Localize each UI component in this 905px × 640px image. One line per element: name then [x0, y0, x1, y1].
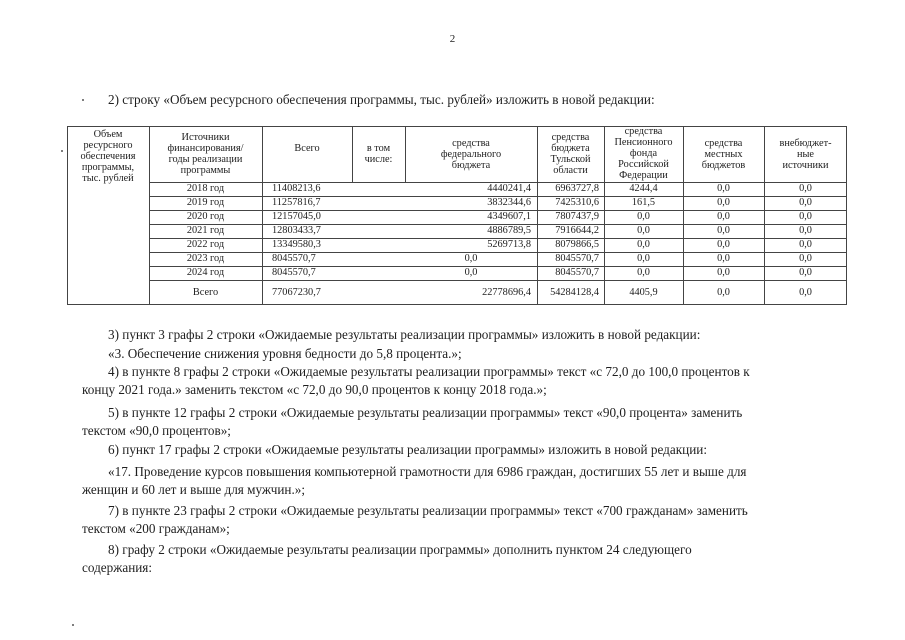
paragraph-7-line-2: текстом «200 гражданам»;: [82, 521, 230, 536]
resource-table: [67, 126, 847, 305]
row-total: 11408213,6: [272, 183, 321, 194]
paragraph-8-line-2: содержания:: [82, 560, 153, 575]
row-pension: 0,0: [637, 239, 650, 250]
paragraph-3-quote: «3. Обеспечение снижения уровня бедности до 5,8 процента.»;: [108, 346, 462, 361]
row-total: 12157045,0: [272, 211, 321, 222]
row-local: 0,0: [717, 267, 730, 278]
paragraph-6-quote-line-2: женщин и 60 лет и выше для мужчин.»;: [82, 482, 305, 497]
row-total: 8045570,7: [272, 253, 316, 264]
paragraph-5-line-1: 5) в пункте 12 графы 2 строки «Ожидаемые результаты реализации программы» текст «90,0 процента» заменить: [108, 405, 743, 420]
row-year: 2018 год: [186, 183, 225, 194]
row-federal: 3832344,6: [487, 197, 531, 208]
row-pension: 0,0: [637, 267, 650, 278]
row-extra: 0,0: [799, 211, 812, 222]
row-local: 0,0: [717, 253, 730, 264]
row-local: 0,0: [717, 239, 730, 250]
paragraph-8-line-1: 8) графу 2 строки «Ожидаемые результаты реализации программы» дополнить пунктом 24 следующего: [108, 542, 692, 557]
scan-speck: [82, 99, 84, 101]
row-federal: 4349607,1: [487, 211, 531, 222]
header-sources: Источники финансирования/ годы реализации программы: [167, 132, 244, 176]
scan-speck: [72, 624, 74, 626]
row-federal: 0,0: [464, 267, 478, 278]
paragraph-7-line-1: 7) в пункте 23 графы 2 строки «Ожидаемые результаты реализации программы» текст «700 гражданам» заменить: [108, 503, 748, 518]
row-local: 0,0: [717, 197, 730, 208]
header-pension: средства Пенсионного фонда Российской Федерации: [614, 126, 673, 181]
row-extra: 0,0: [799, 253, 812, 264]
total-federal: 22778696,4: [482, 287, 531, 298]
row-regional: 8079866,5: [555, 239, 599, 250]
row-federal: 5269713,8: [487, 239, 531, 250]
row-federal: 4886789,5: [487, 225, 531, 236]
total-regional: 54284128,4: [550, 287, 599, 298]
total-local: 0,0: [717, 287, 730, 298]
row-total: 8045570,7: [272, 267, 316, 278]
paragraph-6: 6) пункт 17 графы 2 строки «Ожидаемые результаты реализации программы» изложить в новой редакции:: [108, 442, 707, 457]
row-year: 2020 год: [186, 211, 225, 222]
paragraph-3: 3) пункт 3 графы 2 строки «Ожидаемые результаты реализации программы» изложить в новой редакции:: [108, 327, 701, 342]
row-regional: 7916644,2: [555, 225, 599, 236]
row-pension: 0,0: [637, 225, 650, 236]
row-total: 12803433,7: [272, 225, 321, 236]
row-pension: 4244,4: [629, 183, 658, 194]
row-regional: 6963727,8: [555, 183, 599, 194]
row-pension: 161,5: [631, 197, 656, 208]
intro-paragraph: 2) строку «Объем ресурсного обеспечения программы, тыс. рублей» изложить в новой редакции:: [108, 92, 655, 107]
row-extra: 0,0: [799, 183, 812, 194]
paragraph-5-line-2: текстом «90,0 процентов»;: [82, 423, 231, 438]
header-extra: внебюджет- ные источники: [779, 138, 832, 171]
row-regional: 8045570,7: [555, 253, 599, 264]
row-year: 2021 год: [186, 225, 225, 236]
row-year: 2024 год: [186, 267, 225, 278]
header-federal: средства федерального бюджета: [440, 138, 502, 171]
paragraph-6-quote-line-1: «17. Проведение курсов повышения компьютерной грамотности для 6986 граждан, достигших 55 лет и выше для: [108, 464, 747, 479]
row-pension: 0,0: [637, 253, 650, 264]
row-regional: 8045570,7: [555, 267, 599, 278]
total-label: Всего: [192, 287, 219, 298]
row-extra: 0,0: [799, 197, 812, 208]
header-local: средства местных бюджетов: [701, 138, 746, 171]
row-federal: 0,0: [464, 253, 478, 264]
header-including: в том числе:: [364, 143, 393, 165]
row-year: 2022 год: [186, 239, 225, 250]
row-pension: 0,0: [637, 211, 650, 222]
row-regional: 7807437,9: [555, 211, 599, 222]
header-total: Всего: [294, 143, 320, 154]
total-total: 77067230,7: [272, 287, 321, 298]
header-regional: средства бюджета Тульской области: [550, 132, 591, 176]
page-number: 2: [449, 33, 456, 45]
total-pension: 4405,9: [629, 287, 658, 298]
row-total: 11257816,7: [272, 197, 321, 208]
row-total: 13349580,3: [272, 239, 321, 250]
row-extra: 0,0: [799, 225, 812, 236]
row-year: 2023 год: [186, 253, 225, 264]
row-extra: 0,0: [799, 267, 812, 278]
scan-speck: [61, 150, 63, 152]
row-local: 0,0: [717, 183, 730, 194]
row-regional: 7425310,6: [555, 197, 599, 208]
row-local: 0,0: [717, 211, 730, 222]
total-extra: 0,0: [799, 287, 812, 298]
paragraph-4-line-1: 4) в пункте 8 графы 2 строки «Ожидаемые результаты реализации программы» текст «с 72,0 до 100,0 процентов к: [108, 364, 750, 379]
row-local: 0,0: [717, 225, 730, 236]
paragraph-4-line-2: концу 2021 года.» заменить текстом «с 72,0 до 90,0 процентов к концу 2018 года.»;: [82, 382, 547, 397]
row-federal: 4440241,4: [487, 183, 531, 194]
row-extra: 0,0: [799, 239, 812, 250]
resource-label: Объем ресурсного обеспечения программы, тыс. рублей: [80, 129, 136, 184]
row-year: 2019 год: [186, 197, 225, 208]
